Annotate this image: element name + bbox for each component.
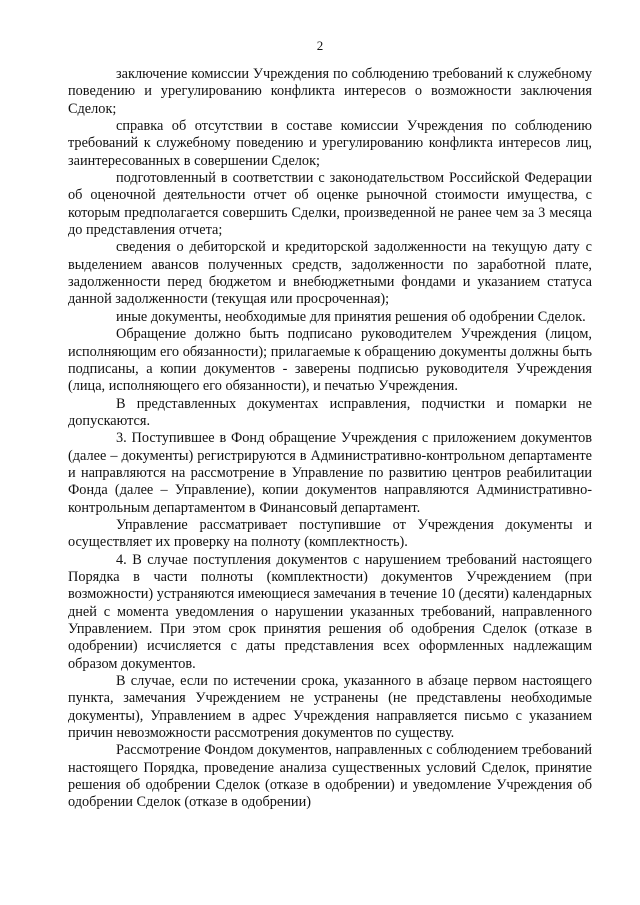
paragraph: сведения о дебиторской и кредиторской задолженности на текущую дату с выделением авансов полученных средств, задолженности по заработной плате, задолженности перед бюджетом и внебюджетными фондами и указанием статуса данной задолженности (текущая или просроченная); xyxy=(68,239,592,308)
page-number: 2 xyxy=(316,38,324,53)
paragraph: подготовленный в соответствии с законодательством Российской Федерации об оценочной деятельности отчет об оценке рыночной стоимости имущества, с которым предполагается совершить Сделки, произведенной не ранее чем за 3 месяца до представления отчета; xyxy=(68,170,592,239)
paragraph: иные документы, необходимые для принятия решения об одобрении Сделок. xyxy=(116,308,586,325)
document-body xyxy=(68,66,592,812)
paragraph: В представленных документах исправления, подчистки и помарки не допускаются. xyxy=(68,395,592,429)
paragraph: 3. Поступившее в Фонд обращение Учреждения с приложением документов (далее – документы) регистрируются в Административно-контрольном департаменте и направляются на рассмотрение в Управление по развитию центров реабилитации Фонда (далее – Управление), копии документов направляются Административно-контрольным департаментом в Финансовый департамент. xyxy=(68,430,592,516)
paragraph: В случае, если по истечении срока, указанного в абзаце первом настоящего пункта, замечания Учреждением не устранены (не представлены необходимые документы), Управлением в адрес Учреждения направляется письмо с указанием причин невозможности рассмотрения документов по существу. xyxy=(68,673,592,742)
paragraph: Обращение должно быть подписано руководителем Учреждения (лицом, исполняющим его обязанности); прилагаемые к обращению документы должны быть подписаны, а копии документов - заверены подписью руководителя Учреждения (лица, исполняющего его обязанности), и печатью Учреждения. xyxy=(68,326,592,395)
paragraph: 4. В случае поступления документов с нарушением требований настоящего Порядка в части полноты (комплектности) документов Учреждением (при возможности) устраняются имеющиеся замечания в течение 10 (десяти) календарных дней с момента уведомления о нарушении указанных требований, направленного Управлением. При этом срок принятия решения об одобрения Сделок (отказе в одобрении) исчисляется с даты представления всех оформленных надлежащим образом документов. xyxy=(68,551,592,672)
paragraph: справка об отсутствии в составе комиссии Учреждения по соблюдению требований к служебному поведению и урегулированию конфликта интересов лиц, заинтересованных в совершении Сделок; xyxy=(68,118,592,169)
paragraph: Управление рассматривает поступившие от Учреждения документы и осуществляет их проверку на полноту (комплектность). xyxy=(68,516,592,551)
paragraph: Рассмотрение Фондом документов, направленных с соблюдением требований настоящего Порядка, проведение анализа существенных условий Сделок, принятие решения об одобрении Сделок (отказе в одобрении) и уведомление Учреждения об одобрении Сделок (отказе в одобрении) xyxy=(68,742,592,811)
paragraph: заключение комиссии Учреждения по соблюдению требований к служебному поведению и урегулированию конфликта интересов о возможности заключения Сделок; xyxy=(68,66,592,117)
